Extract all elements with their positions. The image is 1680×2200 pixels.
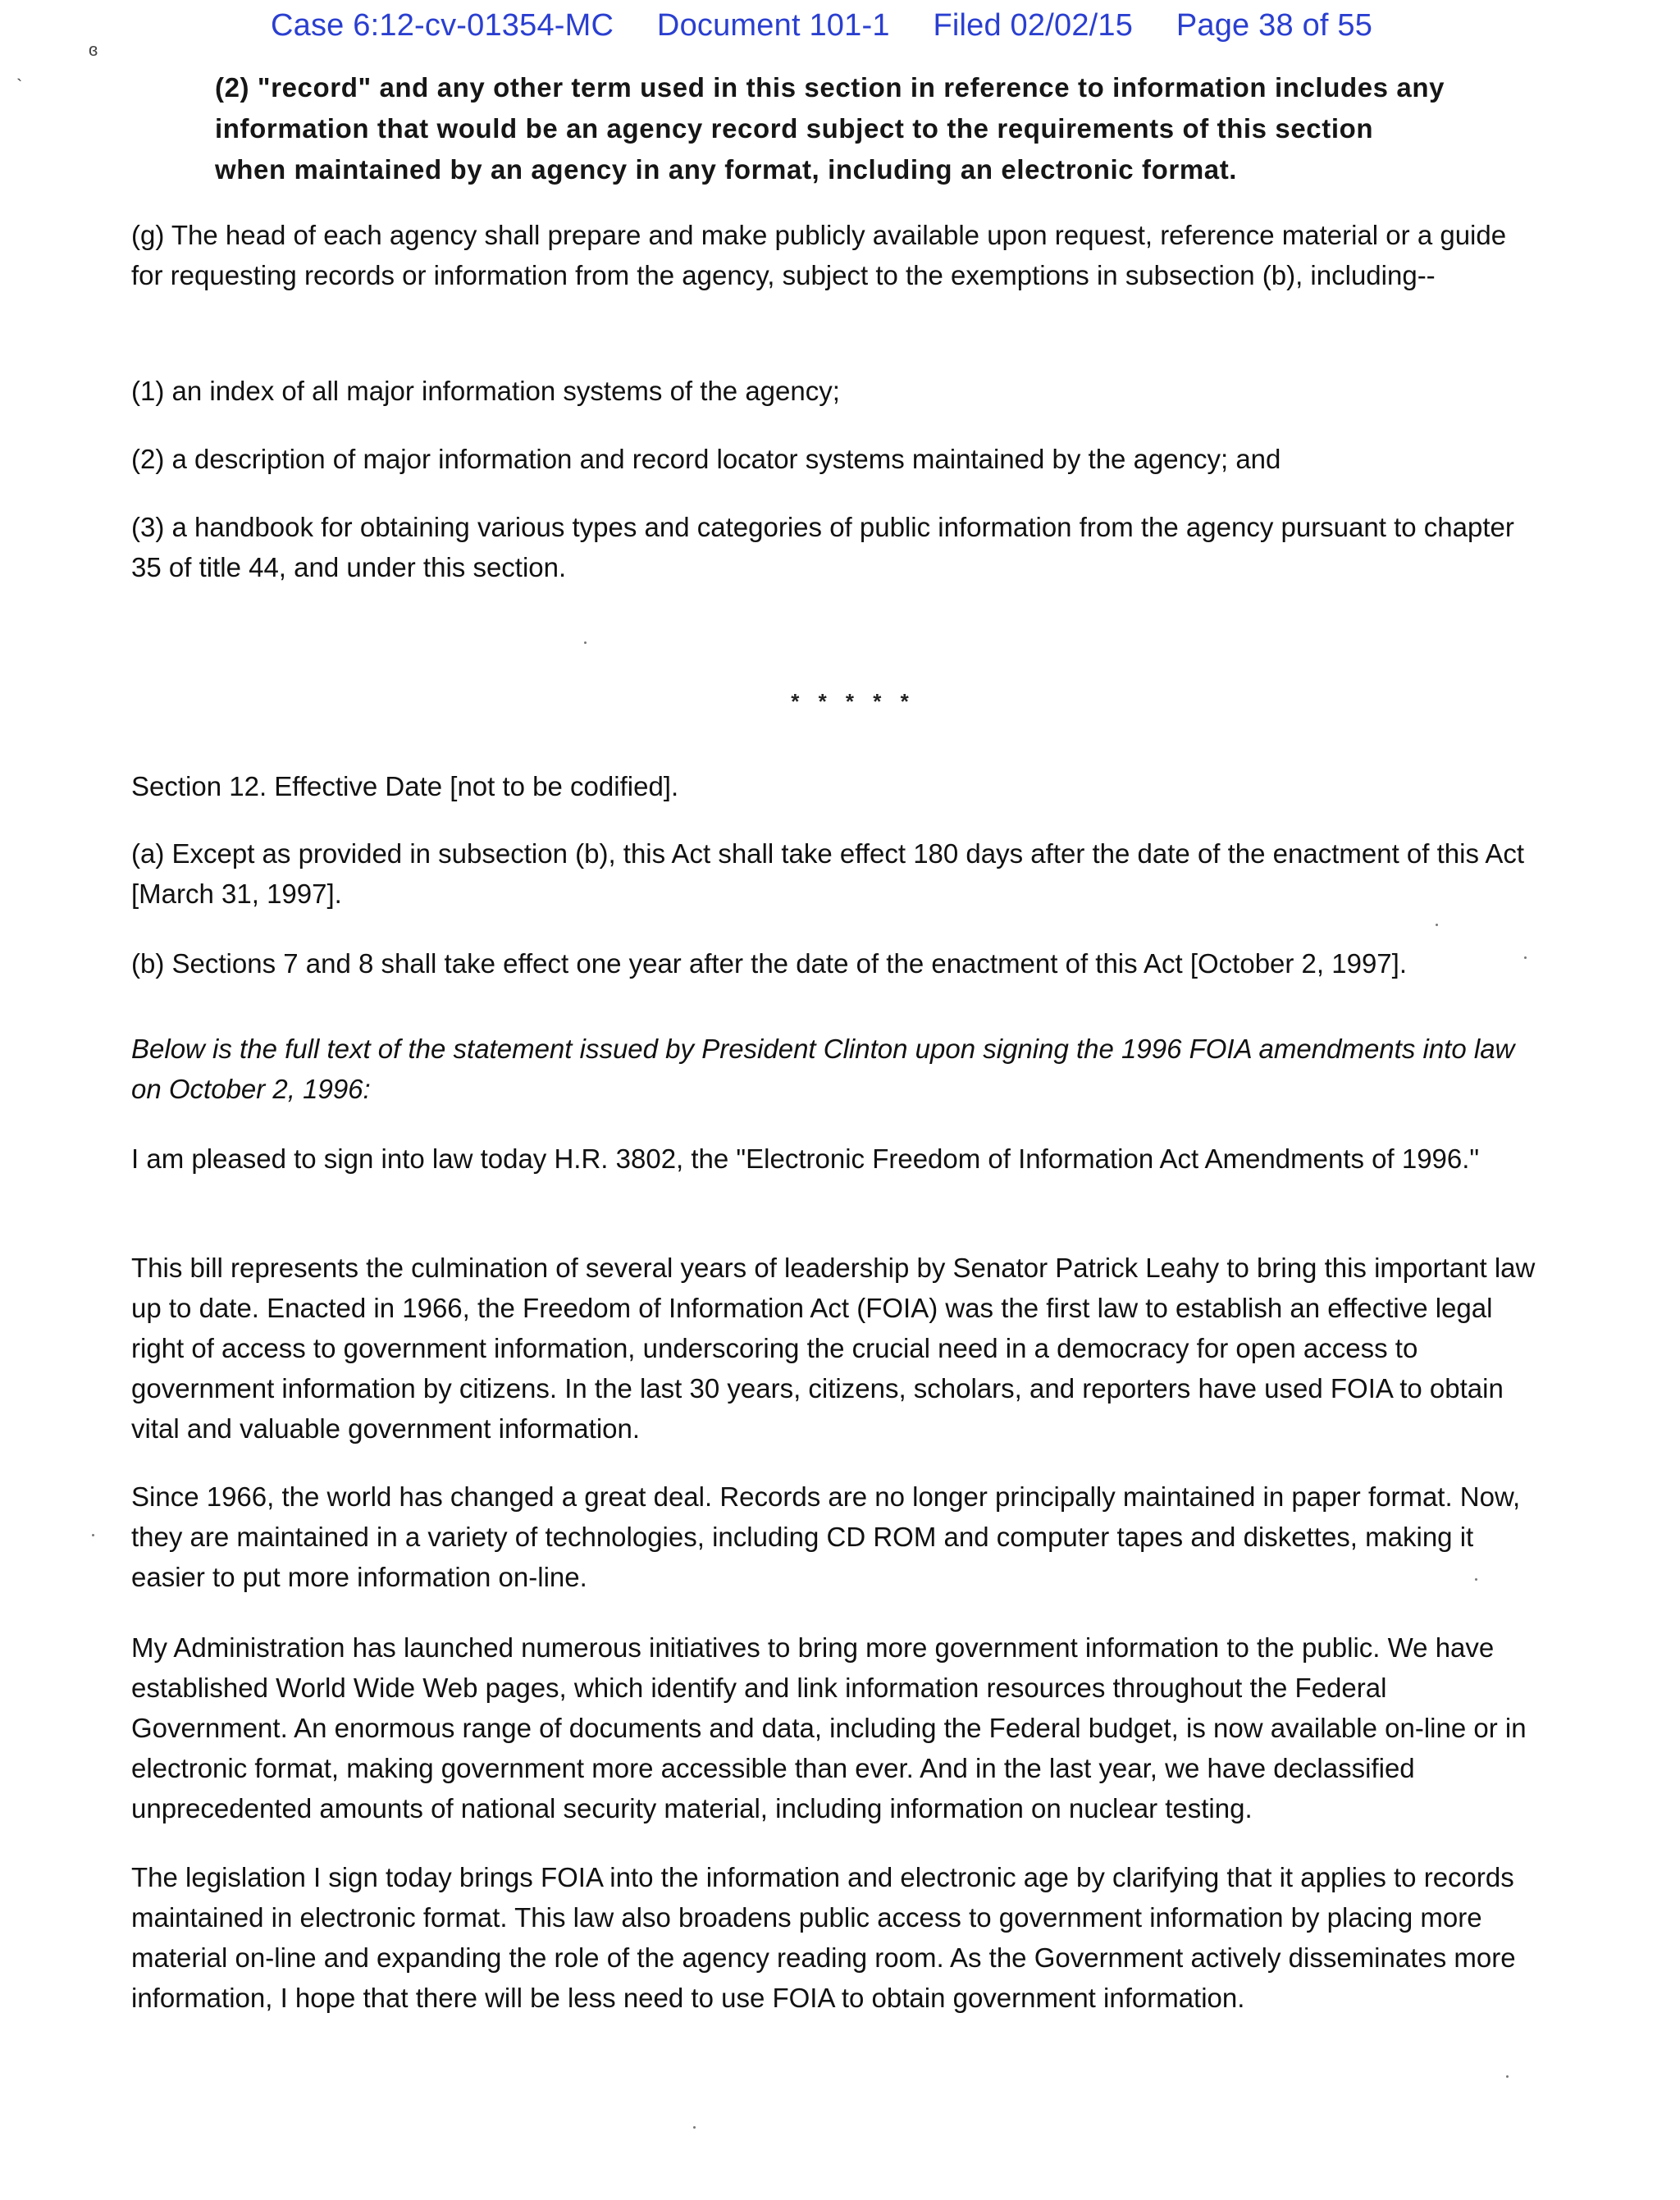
page-number: Page 38 of 55: [1176, 8, 1373, 43]
scan-speck: [1506, 2075, 1509, 2078]
record-definition-paragraph: (2) "record" and any other term used in this section in reference to information includes any information that would be an agency record subject to the requirements of this section when maintained by an agency in any format, including an electronic format.: [215, 72, 1445, 185]
scan-speck: [92, 1534, 94, 1536]
subsection-g-item-3: (3) a handbook for obtaining various types and categories of public information from the agency pursuant to chapter 35 of title 44, and under this section.: [131, 512, 1514, 582]
statement-paragraph-3: Since 1966, the world has changed a great deal. Records are no longer principally maintained in paper format. Now, they are maintained in a variety of technologies, including CD ROM and computer tapes and diskettes, making it easier to put more information on-line.: [131, 1481, 1521, 1592]
margin-mark-top-left: ɞ: [89, 39, 98, 60]
statement-paragraph-4: My Administration has launched numerous initiatives to bring more government information to the public. We have established World Wide Web pages, which identify and link information resources throughout the Federal Government. An enormous range of documents and data, including the Federal budget, is now available on-line or in electronic format, making government more accessible than ever. And in the last year, we have declassified unprecedented amounts of national security material, including information on nuclear testing.: [131, 1632, 1527, 1823]
section-separator: * * * * *: [791, 689, 915, 714]
scan-speck: [584, 641, 587, 644]
scan-speck: [1475, 1578, 1477, 1581]
filed-date: Filed 02/02/15: [933, 8, 1134, 43]
document-number: Document 101-1: [656, 8, 890, 43]
scan-speck: [1436, 924, 1438, 926]
section-12-subsection-a: (a) Except as provided in subsection (b), this Act shall take effect 180 days after the date of the enactment of this Act [March 31, 1997].: [131, 838, 1525, 909]
subsection-g-intro: (g) The head of each agency shall prepare and make publicly available upon request, reference material or a guide for requesting records or information from the agency, subject to the exemptions in subsection (b), including--: [131, 220, 1507, 290]
subsection-g-item-1: (1) an index of all major information systems of the agency;: [131, 376, 840, 406]
section-12-title: Section 12. Effective Date [not to be codified].: [131, 771, 679, 801]
statement-paragraph-5: The legislation I sign today brings FOIA into the information and electronic age by clarifying that it applies to records maintained in electronic format. This law also broadens public access to government information by placing more material on-line and expanding the role of the agency reading room. As the Government actively disseminates more information, I hope that there will be less need to use FOIA to obtain government information.: [131, 1862, 1516, 2013]
statement-paragraph-2: This bill represents the culmination of several years of leadership by Senator Patrick Leahy to bring this important law up to date. Enacted in 1966, the Freedom of Information Act (FOIA) was the first law to establish an effective legal right of access to government information, underscoring the crucial need in a democracy for open access to government information by citizens. In the last 30 years, citizens, scholars, and reporters have used FOIA to obtain vital and valuable government information.: [131, 1253, 1536, 1444]
statement-paragraph-1: I am pleased to sign into law today H.R. 3802, the "Electronic Freedom of Information Act Amendments of 1996.": [131, 1143, 1480, 1174]
scan-speck: [1524, 956, 1527, 959]
court-filing-header: [271, 8, 1436, 43]
subsection-g-item-2: (2) a description of major information and record locator systems maintained by the agency; and: [131, 444, 1281, 474]
section-12-subsection-b: (b) Sections 7 and 8 shall take effect one year after the date of the enactment of this Act [October 2, 1997].: [131, 948, 1407, 979]
margin-mark-left-tick: `: [16, 75, 23, 96]
scan-speck: [693, 2126, 696, 2129]
case-number: Case 6:12-cv-01354-MC: [271, 8, 614, 43]
statement-intro: Below is the full text of the statement issued by President Clinton upon signing the 1996 FOIA amendments into law on October 2, 1996:: [131, 1034, 1515, 1104]
